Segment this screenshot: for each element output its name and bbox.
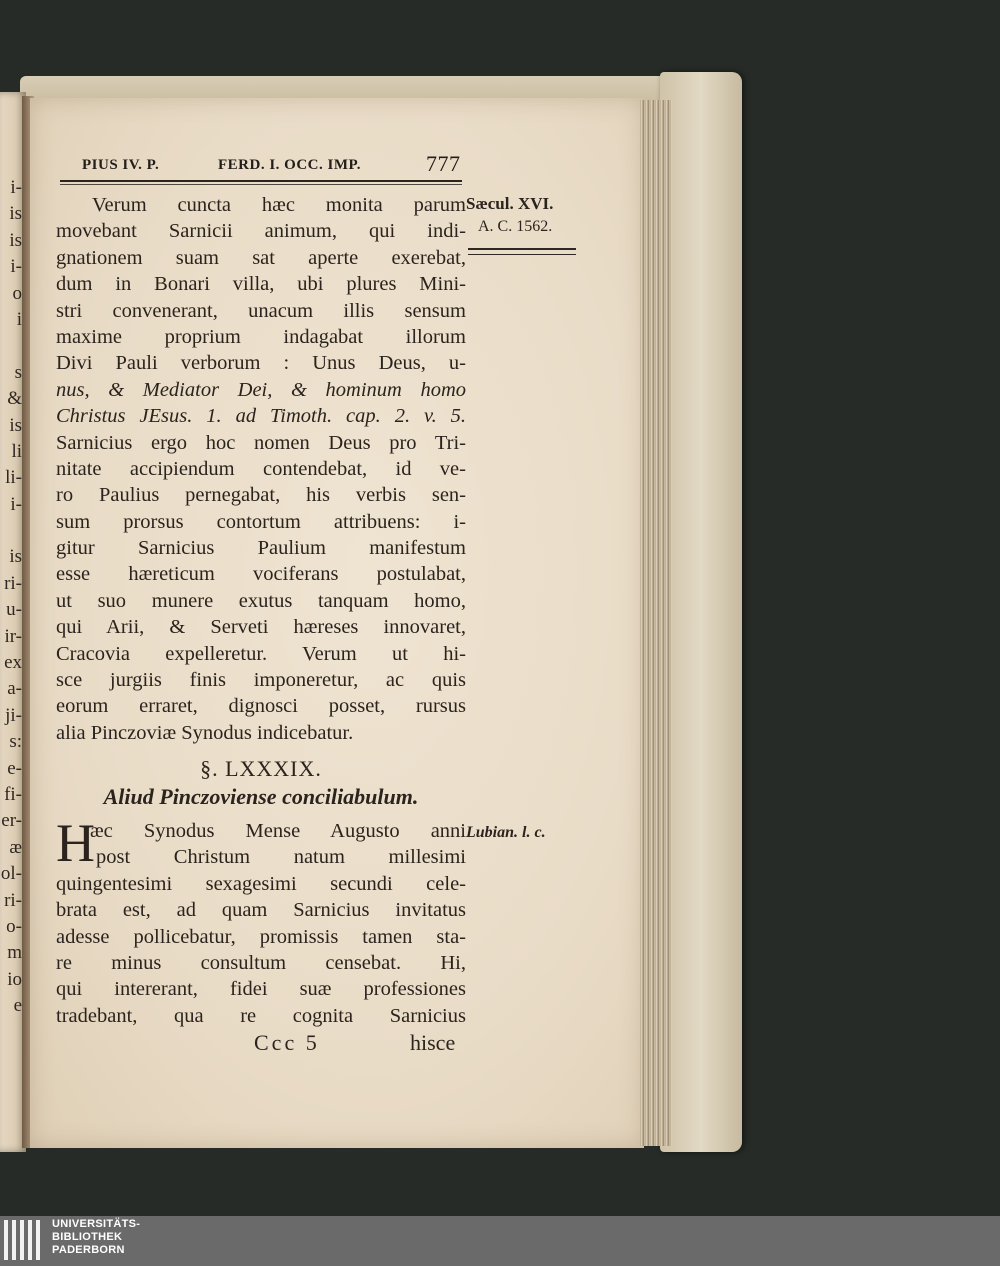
left-page-fragment: li	[11, 440, 22, 462]
left-page-fragment	[0, 333, 22, 359]
left-page-fragment	[0, 518, 22, 544]
left-page-fragment: m	[7, 942, 22, 964]
left-page-fragment: a-	[7, 678, 22, 700]
text-line: sum prorsus contortum attribuens: i-	[56, 510, 466, 533]
text-line: sce jurgiis finis imponeretur, ac quis	[56, 669, 466, 692]
left-page-fragment: io	[7, 968, 22, 990]
header-rule-thin	[60, 184, 462, 185]
margin-note-rule-thin	[468, 254, 576, 255]
running-head-right: FERD. I. OCC. IMP.	[218, 157, 362, 173]
left-page-fragment: æ	[9, 836, 22, 858]
text-line-italic: Christus JEsus. 1. ad Timoth. cap. 2. v. 5.	[56, 405, 466, 428]
left-page-fragment: s	[14, 361, 22, 383]
library-footer-bar	[0, 1216, 1000, 1266]
text-line-italic: nus, & Mediator Dei, & hominum homo	[56, 378, 466, 401]
left-page-fragment: ol-	[0, 863, 22, 885]
text-line: stri convenerant, unacum illis sensum	[56, 299, 466, 322]
text-line: Cracovia expelleretur. Verum ut hi-	[56, 642, 466, 665]
left-page-fragment: li-	[5, 467, 22, 489]
section-title: Aliud Pinczoviense conciliabulum.	[103, 784, 419, 809]
margin-note-saeculum: Sæcul. XVI.	[466, 194, 554, 213]
left-page-fragment: i-	[10, 256, 22, 278]
library-name-line: UNIVERSITÄTS-	[52, 1218, 141, 1230]
text-line: ro Paulius pernegabat, his verbis sen-	[56, 484, 466, 507]
text-line: maxime proprium indagabat illorum	[56, 325, 466, 348]
text-line: Sarnicius ergo hoc nomen Deus pro Tri-	[56, 431, 466, 454]
book-cover-edge	[660, 72, 742, 1152]
signature-mark: Ccc 5	[254, 1030, 320, 1055]
left-page-fragment: o-	[6, 915, 22, 937]
text-line: Divi Pauli verborum : Unus Deus, u-	[56, 352, 466, 375]
left-page-fragment: ri-	[4, 889, 22, 911]
text-line: qui Arii, & Serveti hæreses innovaret,	[56, 616, 466, 639]
left-page-fragments	[0, 175, 22, 1020]
left-page-fragment: ri-	[4, 572, 22, 594]
text-line: movebant Sarnicii animum, qui indi-	[56, 220, 466, 243]
paragraph-1	[56, 192, 466, 746]
library-name-line: BIBLIOTHEK	[52, 1231, 123, 1243]
page-number: 777	[426, 151, 461, 176]
left-page-fragment: e-	[7, 757, 22, 779]
left-page-fragment: is	[9, 203, 22, 225]
text-line: esse hæreticum vociferans postulabat,	[56, 563, 466, 586]
left-page-fragment: ji-	[5, 704, 22, 726]
text-line: brata est, ad quam Sarnicius invitatus	[56, 899, 466, 922]
left-page-fragment: i-	[10, 493, 22, 515]
text-line: gnationem suam sat aperte exerebat,	[56, 246, 466, 269]
left-page-fragment: is	[9, 414, 22, 436]
page-edges	[640, 100, 672, 1146]
left-page-fragment: fi-	[4, 783, 22, 805]
left-page-fragment: &	[7, 388, 22, 410]
left-page-fragment: ex	[4, 652, 22, 674]
left-page-fragment: er-	[1, 810, 22, 832]
left-page-fragment: s:	[9, 731, 22, 753]
text-line: nitate accipiendum contendebat, id ve-	[56, 457, 466, 480]
text-line: ut suo munere exutus tanquam homo,	[56, 589, 466, 612]
paragraph-2	[56, 813, 466, 1029]
left-page-fragment: i-	[10, 177, 22, 198]
library-name	[52, 1218, 140, 1257]
section-number: §. LXXXIX.	[200, 756, 322, 781]
left-page-fragment: i	[16, 308, 22, 330]
text-line: gitur Sarnicius Paulium manifestum	[56, 537, 466, 560]
text-line: Verum cuncta hæc monita parum	[92, 194, 466, 216]
text-line: æc Synodus Mense Augusto anni	[90, 820, 466, 842]
catchword: hisce	[410, 1030, 456, 1055]
text-line: quingentesimi sexagesimi secundi cele-	[56, 872, 466, 895]
library-name-line: PADERBORN	[52, 1244, 125, 1256]
left-page-fragment: ir-	[4, 625, 22, 647]
margin-note-anno: A. C. 1562.	[478, 218, 553, 235]
text-line: tradebant, qua re cognita Sarnicius	[56, 1004, 466, 1027]
left-page-fragment: is	[9, 546, 22, 568]
header-rule	[60, 180, 462, 182]
left-page-fragment: u-	[6, 599, 22, 621]
text-line: qui intererant, fidei suæ professiones	[56, 978, 466, 1001]
text-line: eorum erraret, dignosci posset, rursus	[56, 695, 466, 718]
text-line: re minus consultum censebat. Hi,	[56, 951, 466, 974]
left-page-fragment: e	[13, 995, 22, 1017]
text-line: post Christum natum millesimi	[96, 846, 466, 869]
drop-capital: H	[56, 813, 95, 873]
margin-note-rule	[468, 248, 576, 250]
library-logo-icon	[4, 1220, 44, 1260]
text-line: dum in Bonari villa, ubi plures Mini-	[56, 273, 466, 296]
text-line: alia Pinczoviæ Synodus indicebatur.	[56, 721, 354, 744]
left-page-fragment: is	[9, 229, 22, 251]
running-head-left: PIUS IV. P.	[82, 157, 160, 173]
left-page-fragment: o	[12, 282, 22, 304]
text-line: adesse pollicebatur, promissis tamen sta-	[56, 925, 466, 948]
margin-note-source: Lubian. l. c.	[466, 824, 546, 841]
